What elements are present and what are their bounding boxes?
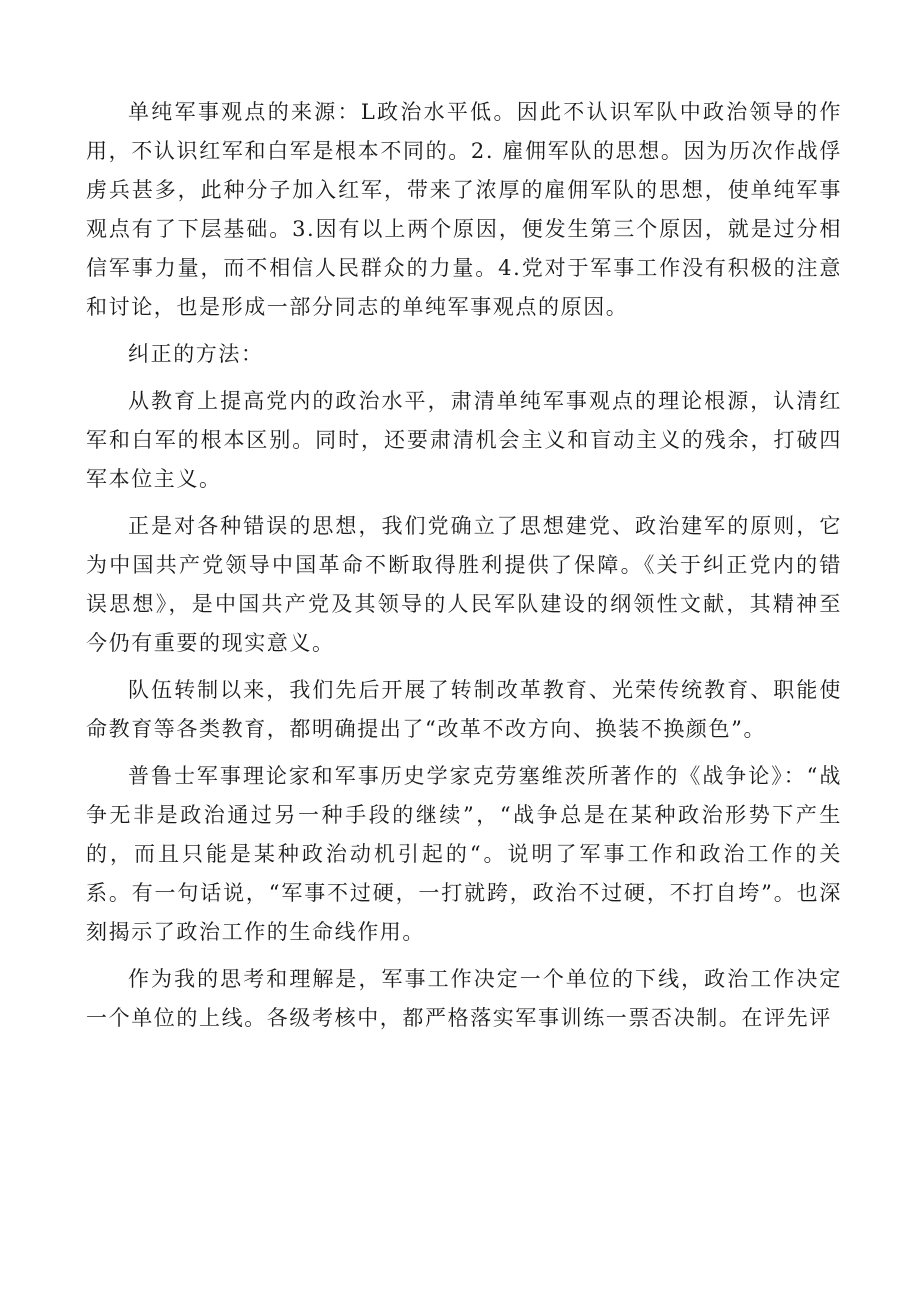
- paragraph-correction-heading: 纠正的方法：: [128, 342, 264, 366]
- paragraph-correction-method: 从教育上提高党内的政治水平，肃清单纯军事观点的理论根源，认清红军和白军的根本区别。同时，还要肃清机会主义和盲动主义的残余，打破四军本位主义。: [86, 389, 842, 491]
- document-body: [86, 93, 842, 1046]
- paragraph-reflection: 作为我的思考和理解是，军事工作决定一个单位的下线，政治工作决定一个单位的上线。各级考核中，都严格落实军事训练一票否决制。在评先评: [86, 967, 842, 1030]
- paragraph-team-education: 队伍转制以来，我们先后开展了转制改革教育、光荣传统教育、职能使命教育等各类教育，都明确提出了“改革不改方向、换装不换颜色”。: [86, 678, 842, 741]
- paragraph-party-principle: 正是对各种错误的思想，我们党确立了思想建党、政治建军的原则，它为中国共产党领导中国革命不断取得胜利提供了保障。《关于纠正党内的错误思想》，是中国共产党及其领导的人民军队建设的纲领性文献，其精神至今仍有重要的现实意义。: [86, 514, 842, 655]
- paragraph-sources: 单纯军事观点的来源：L政治水平低。因此不认识军队中政治领导的作用，不认识红军和白军是根本不同的。2. 雇佣军队的思想。因为历次作战俘虏兵甚多，此种分子加入红军，带来了浓厚的雇佣军队的思想，使单纯军事观点有了下层基础。3.因有以上两个原因，便发生第三个原因，就是过分相信军事力量，而不相信人民群众的力量。4.党对于军事工作没有积极的注意和讨论，也是形成一部分同志的单纯军事观点的原因。: [86, 100, 842, 319]
- paragraph-clausewitz: 普鲁士军事理论家和军事历史学家克劳塞维茨所著作的《战争论》：“战争无非是政治通过另一种手段的继续”，“战争总是在某种政治形势下产生的，而且只能是某种政治动机引起的“。说明了军事工作和政治工作的关系。有一句话说，“军事不过硬，一打就跨，政治不过硬，不打自垮”。也深刻揭示了政治工作的生命线作用。: [86, 764, 842, 944]
